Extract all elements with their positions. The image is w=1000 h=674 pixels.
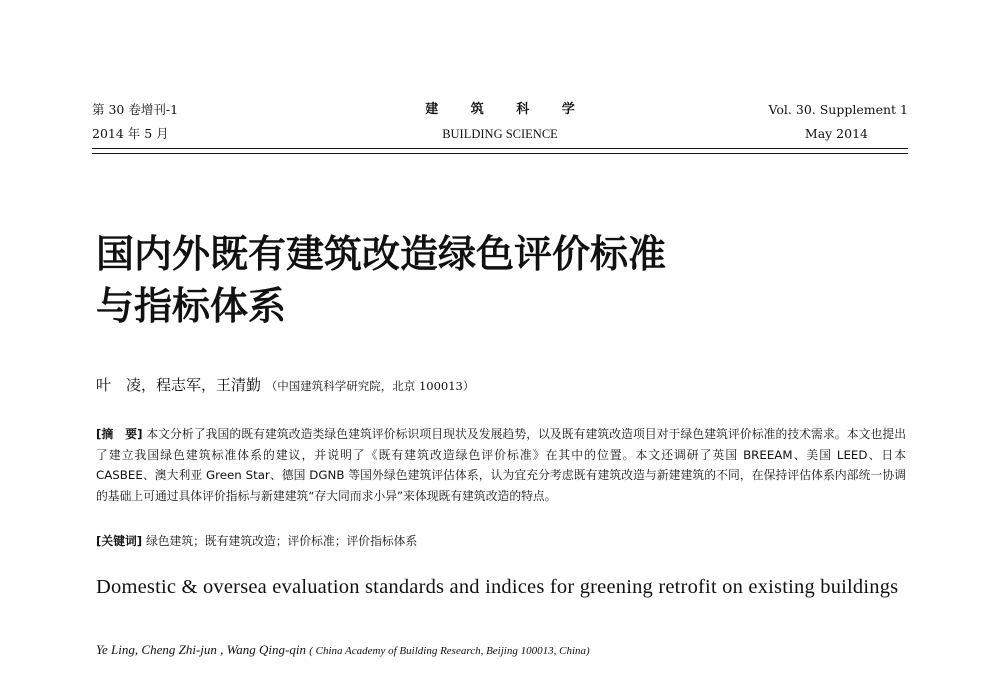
abstract-text: 本文分析了我国的既有建筑改造类绿色建筑评价标识项目现状及发展趋势，以及既有建筑改造项目对于绿色建筑评价标准的技术需求。本文也提出了建立我国绿色建筑标准体系的建议，并说明了《既有建筑改造绿色评价标准》在其中的位置。本文还调研了英国 BREEAM、美国 LEED、日本 CASBEE、澳大利亚 Green Star、德国 DGNB 等国外绿色建筑评估体系，认为宜充分考虑既有建筑改造与新建建筑的不同，在保持评估体系内部统一协调的基础上可通过具体评价指标与新建建筑“存大同而求小异”来体现既有建筑改造的特点。: [96, 427, 906, 503]
paper-title-cn: [96, 228, 916, 332]
author-names-cn: 叶 凌，程志军，王清勤: [96, 376, 262, 394]
header-rule-thick: [92, 148, 908, 149]
volume-cn: 第 30 卷增刊-1: [92, 102, 179, 117]
date-cn: 2014 年 5 月: [92, 126, 169, 141]
author-names-en: Ye Ling, Cheng Zhi-jun , Wang Qing-qin: [96, 642, 306, 657]
header-rule-thin: [92, 153, 908, 154]
authors-en: [96, 642, 590, 658]
keywords-cn: [96, 532, 906, 549]
volume-en: Vol. 30. Supplement 1: [768, 102, 908, 117]
affiliation-cn: （中国建筑科学研究院，北京 100013）: [265, 379, 475, 393]
journal-name-en: BUILDING SCIENCE: [442, 127, 558, 141]
header-right: [769, 98, 908, 146]
date-en: May 2014: [804, 126, 868, 141]
authors-cn: [96, 374, 474, 395]
journal-name-cn: 建 筑 科 学: [425, 102, 589, 117]
keywords-text: 绿色建筑；既有建筑改造；评价标准；评价指标体系: [145, 534, 418, 548]
keywords-label: [关键词]: [96, 534, 143, 548]
abstract-label: [摘 要]: [96, 427, 143, 441]
affiliation-en: ( China Academy of Building Research, Beijing 100013, China): [309, 645, 590, 657]
title-line-2: 与指标体系: [96, 284, 287, 328]
journal-header: [92, 98, 908, 148]
paper-title-en: Domestic & oversea evaluation standards and indices for greening retrofit on existing buildings: [96, 576, 899, 598]
title-line-1: 国内外既有建筑改造绿色评价标准: [96, 232, 667, 276]
abstract-cn: [96, 424, 906, 506]
